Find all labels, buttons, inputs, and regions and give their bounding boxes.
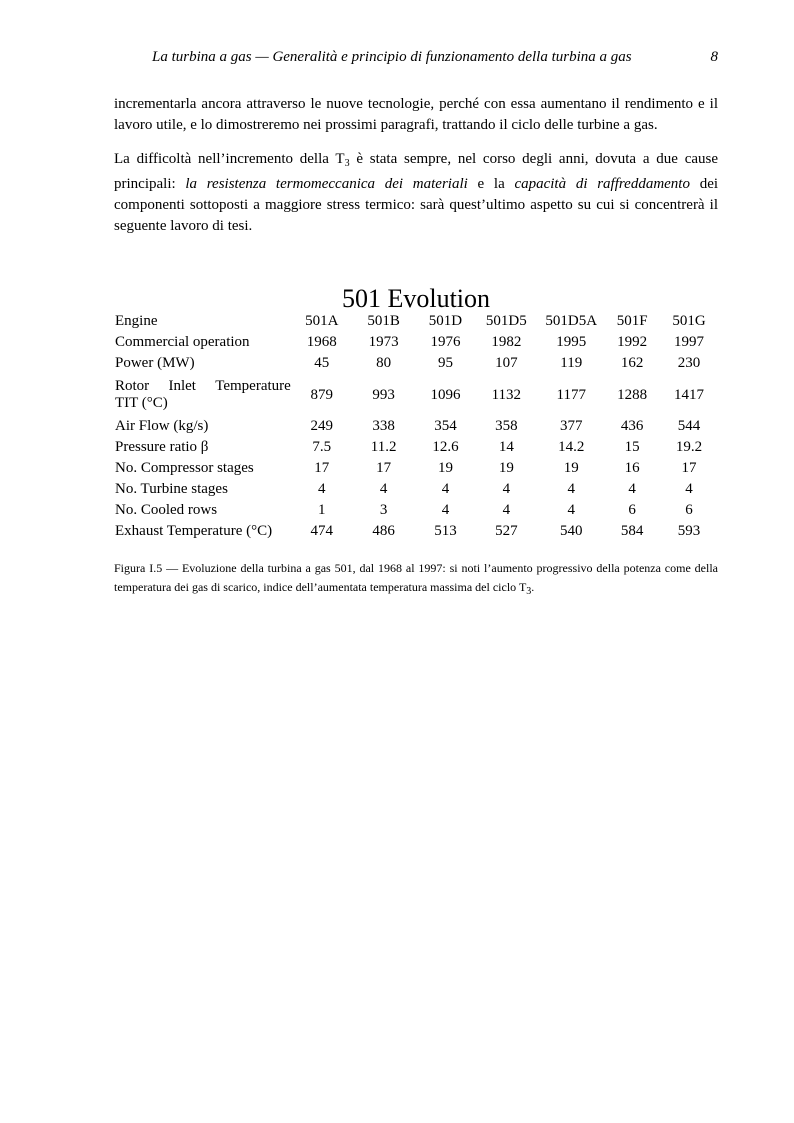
table-cell: 1976 <box>430 334 461 350</box>
header-label: Engine <box>115 313 158 329</box>
row-label-line2: TIT (°C) <box>115 395 168 411</box>
paragraph-2 <box>114 149 718 237</box>
table-cell: 1997 <box>674 334 705 350</box>
table-cell: 4 <box>441 481 450 497</box>
table-cell: 1992 <box>617 334 648 350</box>
table-row <box>112 416 720 437</box>
table-cell: 4 <box>567 502 575 518</box>
table-cell: 7.5 <box>312 439 332 455</box>
row-label-word: Rotor <box>115 378 150 394</box>
p2-subscript: 3 <box>344 158 350 169</box>
table-cell: 80 <box>376 355 392 371</box>
caption-text: Figura I.5 — Evoluzione della turbina a gas 501, dal 1968 al 1997: si noti l’aumento progressivo della potenza come della temperatura dei gas di scarico, indice dell’aumentata temperatura massima del ciclo T <box>114 561 718 594</box>
table-cell: 3 <box>379 502 388 518</box>
figure-caption <box>114 559 718 601</box>
table-cell: 486 <box>372 523 395 539</box>
table-cell: 4 <box>502 502 511 518</box>
row-label: Power (MW) <box>115 355 195 371</box>
table-cell: 14.2 <box>558 439 585 455</box>
caption-end: . <box>531 580 535 594</box>
table-cell: 19 <box>437 460 453 476</box>
column-header: 501G <box>672 313 706 329</box>
table-row <box>112 332 720 353</box>
paragraph-1: incrementarla ancora attraverso le nuove tecnologie, perché con essa aumentano il rendimento e il lavoro utile, e lo dimostreremo nei prossimi paragrafi, trattando il ciclo delle turbine a gas. <box>114 96 718 133</box>
table-cell: 1968 <box>306 334 337 350</box>
table-cell: 4 <box>317 481 326 497</box>
table-row <box>112 521 720 542</box>
table-row <box>112 458 720 479</box>
table-cell: 4 <box>685 481 693 497</box>
row-label: Exhaust Temperature (°C) <box>115 523 273 539</box>
table-cell: 4 <box>567 481 575 497</box>
table-header-row <box>112 311 720 332</box>
table-cell: 513 <box>434 523 457 539</box>
column-header: 501F <box>616 313 648 329</box>
p2-emphasis-2: capacità di raffreddamento <box>514 176 690 192</box>
table-cell: 249 <box>310 418 333 434</box>
p2-text-b: è stata sempre, nel corso degli anni, dovuta a due cause principali: <box>114 151 718 192</box>
table-cell: 4 <box>441 502 450 518</box>
column-header: 501D5 <box>485 313 527 329</box>
page-number: 8 <box>710 49 718 65</box>
table-cell: 1096 <box>430 386 461 403</box>
table-cell: 230 <box>677 355 701 371</box>
table-cell: 1995 <box>556 334 587 350</box>
table-cell: 6 <box>628 502 636 518</box>
table-cell: 436 <box>620 418 644 434</box>
row-label-word: Temperature <box>215 378 291 394</box>
table-cell: 879 <box>310 386 333 403</box>
table-cell: 1973 <box>368 334 399 350</box>
table-cell: 17 <box>314 460 330 476</box>
table-title: 501 Evolution <box>341 284 491 313</box>
p2-text-a: La difficoltà nell’incremento della T <box>114 151 345 167</box>
table-cell: 6 <box>685 502 693 518</box>
table-row <box>112 353 720 374</box>
table-cell: 544 <box>677 418 701 434</box>
row-label: Air Flow (kg/s) <box>115 418 209 434</box>
p2-text-c: e la <box>467 176 515 192</box>
table-cell: 4 <box>502 481 511 497</box>
column-header: 501A <box>305 313 339 329</box>
table-cell: 338 <box>372 418 395 434</box>
row-label-word: Inlet <box>168 378 196 394</box>
table-cell: 19 <box>563 460 579 476</box>
table-cell: 358 <box>495 418 518 434</box>
table-cell: 584 <box>620 523 644 539</box>
table-cell: 993 <box>372 386 395 403</box>
table-row <box>112 500 720 521</box>
table-cell: 162 <box>620 355 644 371</box>
p2-text-d: dei componenti sottoposti a maggiore stress termico: sarà quest’ultimo aspetto su cui si concentrerà il seguente lavoro di tesi. <box>114 176 719 234</box>
table-cell: 19 <box>498 460 514 476</box>
table-cell: 1982 <box>491 334 522 350</box>
table-cell: 474 <box>310 523 333 539</box>
table-cell: 593 <box>677 523 701 539</box>
row-label <box>112 374 291 416</box>
table-cell: 354 <box>434 418 457 434</box>
table-cell: 19.2 <box>675 439 703 455</box>
table-cell: 17 <box>681 460 697 476</box>
table-row <box>112 437 720 458</box>
table-cell: 527 <box>495 523 518 539</box>
column-header: 501B <box>367 313 400 329</box>
evolution-table <box>112 311 720 542</box>
table-cell: 14 <box>498 439 514 455</box>
table-cell: 17 <box>376 460 392 476</box>
table-cell: 16 <box>624 460 640 476</box>
row-label: No. Turbine stages <box>115 481 228 497</box>
row-label: Commercial operation <box>115 334 250 350</box>
table-cell: 4 <box>628 481 636 497</box>
column-header: 501D <box>428 313 463 329</box>
table-cell: 1177 <box>556 386 586 403</box>
column-header: 501D5A <box>545 313 598 329</box>
table-cell: 1132 <box>491 386 522 403</box>
row-label: No. Cooled rows <box>115 502 218 518</box>
table-cell: 119 <box>560 355 583 371</box>
table-cell: 1288 <box>617 386 648 403</box>
table-cell: 377 <box>560 418 583 434</box>
row-label: No. Compressor stages <box>115 460 254 476</box>
table-row <box>112 374 720 416</box>
table-cell: 15 <box>624 439 640 455</box>
table-row <box>112 479 720 500</box>
table-cell: 12.6 <box>432 439 459 455</box>
table-cell: 1417 <box>674 386 705 403</box>
table-cell: 11.2 <box>370 439 397 455</box>
table-cell: 540 <box>560 523 583 539</box>
running-title: La turbina a gas — Generalità e principio di funzionamento della turbina a gas <box>152 49 632 65</box>
table-cell: 107 <box>495 355 518 371</box>
p2-emphasis-1: la resistenza termomeccanica dei materiali <box>185 176 468 192</box>
table-cell: 4 <box>379 481 388 497</box>
table-cell: 45 <box>314 355 330 371</box>
caption-subscript: 3 <box>526 586 532 597</box>
row-label: Pressure ratio β <box>115 439 209 455</box>
table-cell: 1 <box>317 502 326 518</box>
table-cell: 95 <box>437 355 453 371</box>
